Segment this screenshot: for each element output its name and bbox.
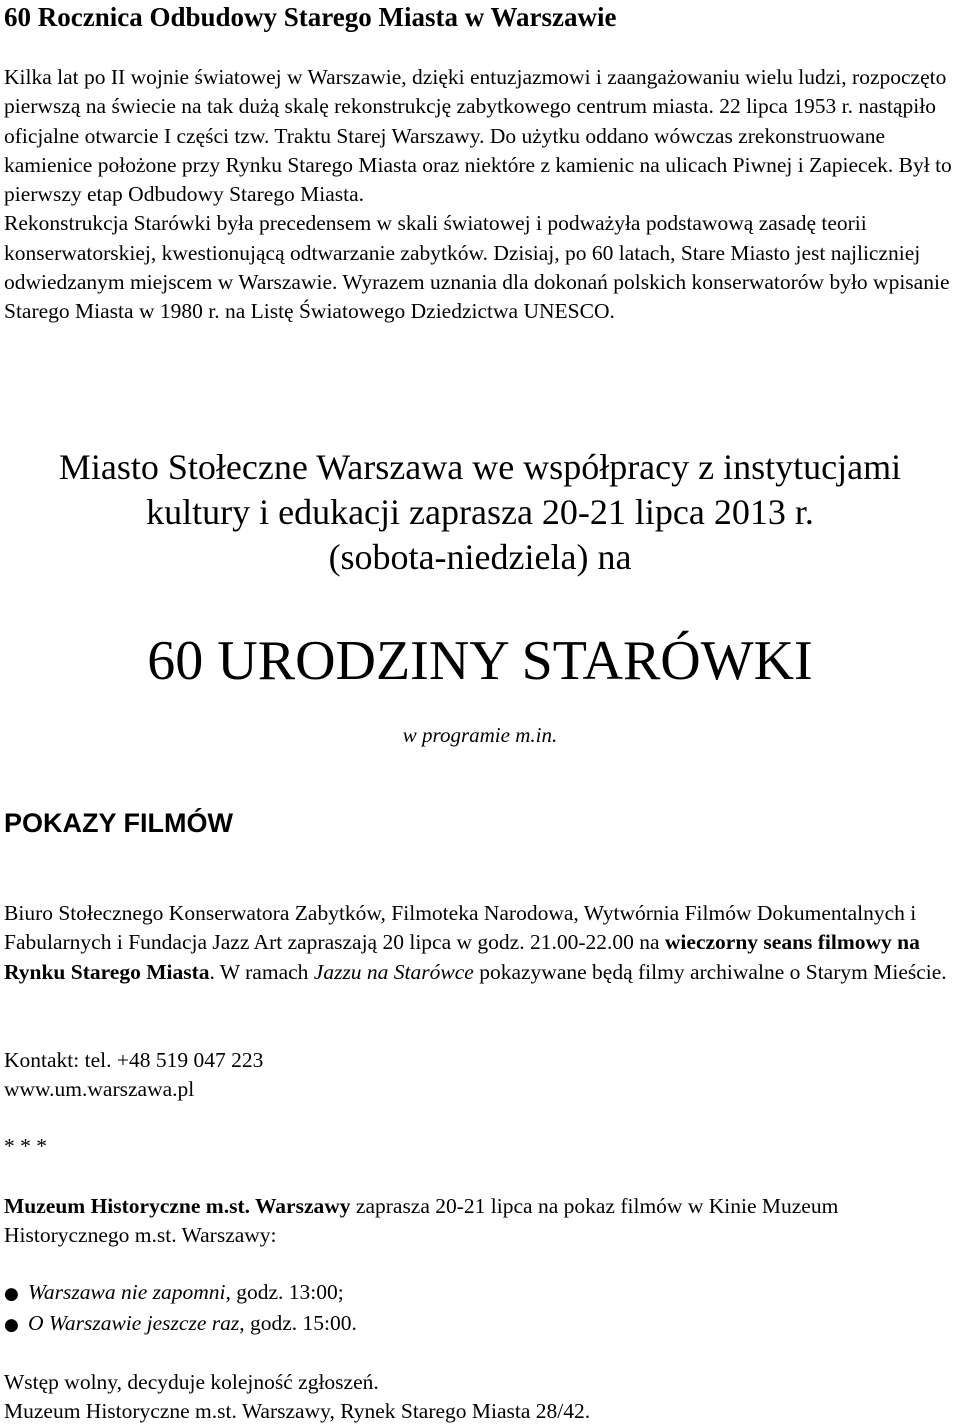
document-title: 60 Rocznica Odbudowy Starego Miasta w Warszawie [4,2,617,32]
film-time: , godz. 13:00; [225,1280,344,1304]
contact-block [4,1046,958,1105]
list-item [4,1309,958,1340]
list-item [4,1278,958,1309]
screening-text-mid: . W ramach [209,959,314,984]
intro-text [4,63,958,327]
invitation-line-1: Miasto Stołeczne Warszawa we współpracy z instytucjami [58,447,902,487]
invitation-line-2: kultury i edukacji zaprasza 20-21 lipca 2013 r. [146,492,814,532]
film-time: , godz. 15:00. [239,1311,357,1336]
entry-note: Wstęp wolny, decyduje kolejność zgłoszeń. [4,1370,379,1394]
film-title: Warszawa nie zapomni [28,1280,226,1304]
intro-paragraph-1: Kilka lat po II wojnie światowej w Warszawie, dzięki entuzjazmowi i zaangażowaniu wielu ludzi, rozpoczęto pierwszą na świecie na tak dużą skalę rekonstrukcję zabytkowego centrum miasta. 22 lipca 1953 r. nastąpiło oficjalne otwarcie I części tzw. Traktu Starej Warszawy. Do użytku oddano wówczas zrekonstruowane kamienice położone przy Rynku Starego Miasta oraz niektóre z kamienic na ulicach Piwnej i Zapiecek. Był to pierwszy etap Odbudowy Starego Miasta. [4,65,952,207]
museum-address: Muzeum Historyczne m.st. Warszawy, Rynek Starego Miasta 28/42. [4,1399,591,1424]
film-list [4,1278,958,1341]
event-title: 60 URODZINY STARÓWKI [147,630,813,692]
museum-name: Muzeum Historyczne m.st. Warszawy [4,1194,351,1218]
intro-paragraph-2: Rekonstrukcja Starówki była precedensem w skali światowej i podważyła podstawową zasadę teorii konserwatorskiej, kwestionującą odtwarzanie zabytków. Dzisiaj, po 60 latach, Stare Miasto jest najliczniej odwiedzanym miejscem w Warszawie. Wyrazem uznania dla dokonań polskich konserwatorów było wpisanie Starego Miasta w 1980 r. na Listę Światowego Dziedzictwa UNESCO. [4,211,950,324]
contact-phone: Kontakt: tel. +48 519 047 223 [4,1048,264,1072]
screening-festival-name: Jazzu na Starówce [313,959,474,984]
screening-text-after: pokazywane będą filmy archiwalne o Starym Mieście. [473,959,947,984]
screening-text-before: Biuro Stołecznego Konserwatora Zabytków, Filmoteka Narodowa, Wytwórnia Filmów Dokumentalnych i Fabularnych i Fundacja Jazz Art zapraszają 20 lipca w godz. 21.00-22.00 na [4,901,917,955]
invitation [0,445,960,580]
separator: * * * [4,1134,47,1158]
bullet-icon: ● [4,1315,19,1336]
closing-block [4,1368,958,1427]
program-note: w programie m.in. [402,723,558,747]
bullet-icon: ● [4,1284,19,1304]
museum-text: zaprasza 20-21 lipca na pokaz filmów w Kinie Muzeum Historycznego m.st. Warszawy: [4,1194,839,1248]
screening-paragraph [4,899,958,987]
invitation-line-3: (sobota-niedziela) na [328,537,632,577]
contact-website[interactable]: www.um.warszawa.pl [4,1077,195,1102]
film-title: O Warszawie jeszcze raz [28,1311,240,1336]
museum-paragraph [4,1192,958,1251]
screening-event-name: wieczorny seans filmowy na Rynku Starego Miasta [4,930,920,984]
section-title: POKAZY FILMÓW [4,808,233,838]
